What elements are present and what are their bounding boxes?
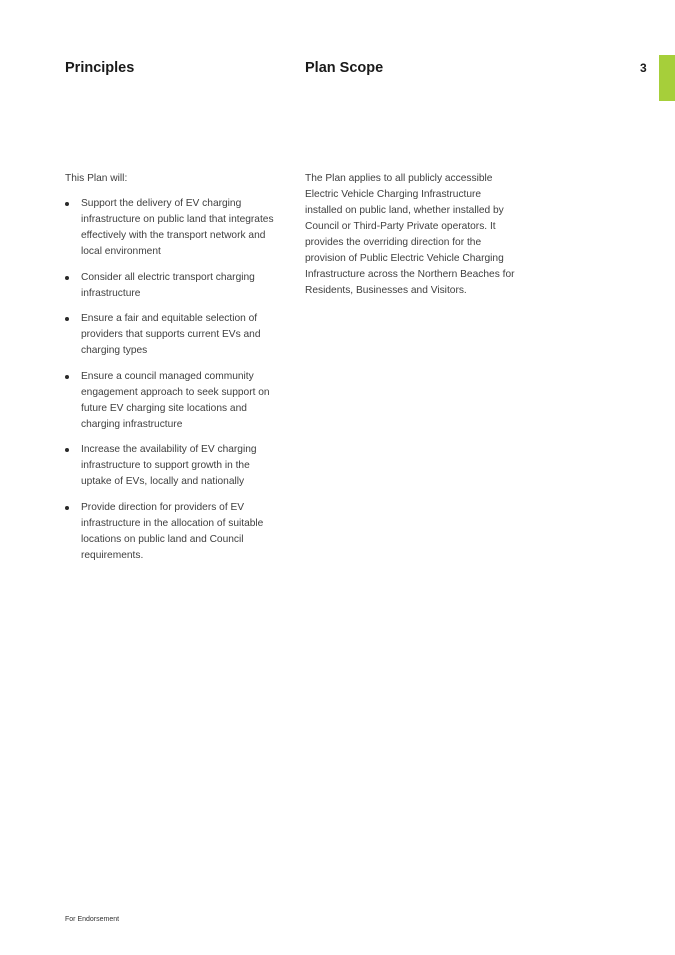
principles-column [65, 171, 283, 573]
principles-heading: Principles [65, 60, 135, 76]
list-item [65, 369, 283, 433]
list-item [65, 196, 283, 260]
list-item [65, 500, 283, 564]
principles-intro: This Plan will: [65, 173, 128, 184]
bullet-icon [65, 506, 69, 510]
plan-scope-text: The Plan applies to all publicly accessible Electric Vehicle Charging Infrastructure installed on public land, whether installed by Council or Third-Party Private operators. It provides the overriding direction for the provision of Public Electric Vehicle Charging Infrastructure across the Northern Beaches for Residents, Businesses and Visitors. [305, 173, 515, 296]
list-item-text: Provide direction for providers of EV infrastructure in the allocation of suitable locations on public land and Council requirements. [81, 501, 264, 561]
list-item-text: Increase the availability of EV charging infrastructure to support growth in the uptake of EVs, locally and nationally [81, 444, 257, 487]
list-item-text: Ensure a fair and equitable selection of providers that supports current EVs and charging types [81, 313, 261, 356]
list-item [65, 311, 283, 359]
page-number: 3 [640, 61, 647, 75]
list-item-text: Ensure a council managed community engagement approach to seek support on future EV charging site locations and charging infrastructure [81, 370, 270, 430]
bullet-icon [65, 317, 69, 321]
list-item-text: Consider all electric transport charging infrastructure [81, 271, 255, 299]
bullet-icon [65, 276, 69, 280]
list-item [65, 442, 283, 490]
list-item [65, 270, 283, 302]
list-item-text: Support the delivery of EV charging infrastructure on public land that integrates effectively with the transport network and local environment [81, 198, 274, 257]
accent-tab [659, 55, 675, 101]
bullet-icon [65, 448, 69, 452]
footer-label: For Endorsement [65, 916, 120, 923]
plan-scope-heading: Plan Scope [305, 60, 384, 76]
principles-list [65, 196, 283, 564]
plan-scope-column [305, 171, 520, 299]
bullet-icon [65, 375, 69, 379]
bullet-icon [65, 202, 69, 206]
